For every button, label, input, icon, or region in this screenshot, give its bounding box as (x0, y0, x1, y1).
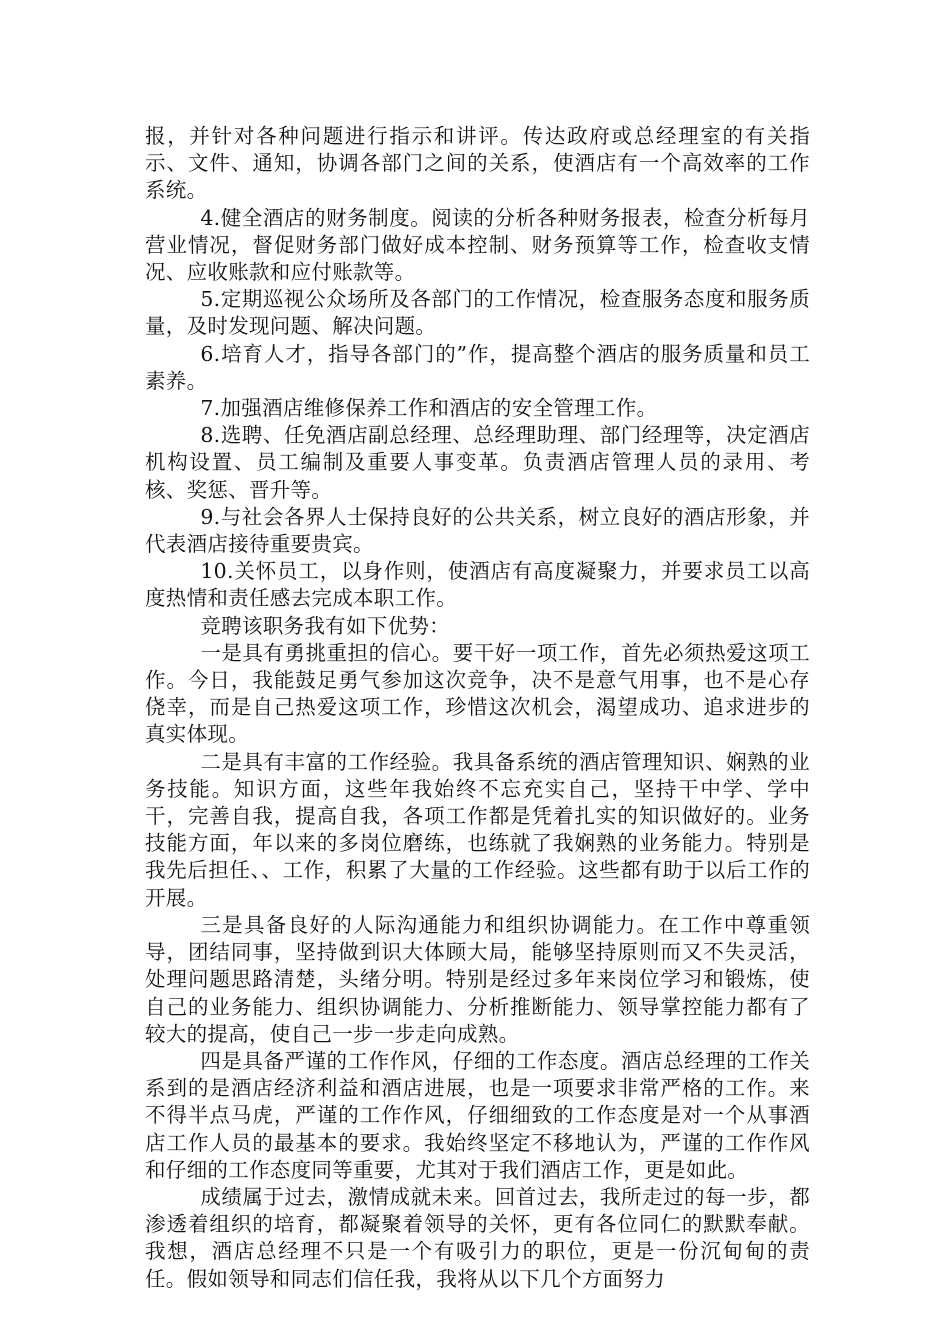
document-body (145, 123, 810, 1293)
paragraph-advantage-4: 四是具备严谨的工作作风，仔细的工作态度。酒店总经理的工作关系到的是酒店经济利益和酒店进展，也是一项要求非常严格的工作。来不得半点马虎，严谨的工作作风，仔细细致的工作态度是对一个从事酒店工作人员的最基本的要求。我始终坚定不移地认为，严谨的工作作风和仔细的工作态度同等重要，尤其对于我们酒店工作，更是如此。 (145, 1048, 810, 1182)
paragraph-item-9: 9.与社会各界人士保持良好的公共关系，树立良好的酒店形象，并代表酒店接待重要贵宾。 (145, 504, 810, 557)
paragraph-item-10: 10.关怀员工，以身作则，使酒店有高度凝聚力，并要求员工以高度热情和责任感去完成本职工作。 (145, 559, 810, 611)
paragraph-item-6: 6.培育人才，指导各部门的”作，提高整个酒店的服务质量和员工素养。 (145, 341, 810, 393)
paragraph-continuation: 报，并针对各种问题进行指示和讲评。传达政府或总经理室的有关指示、文件、通知，协调各部门之间的关系，使酒店有一个高效率的工作系统。 (145, 124, 810, 203)
paragraph-advantage-1: 一是具有勇挑重担的信心。要干好一项工作，首先必须热爱这项工作。今日，我能鼓足勇气参加这次竞争，决不是意气用事，也不是心存侥幸，而是自己热爱这项工作，珍惜这次机会，渴望成功、追求进步的真实体现。 (145, 640, 810, 747)
paragraph-item-5: 5.定期巡视公众场所及各部门的工作情况，检查服务态度和服务质量，及时发现问题、解决问题。 (145, 287, 810, 339)
paragraph-item-8: 8.选聘、任免酒店副总经理、总经理助理、部门经理等，决定酒店机构设置、员工编制及重要人事变革。负责酒店管理人员的录用、考核、奖惩、晋升等。 (145, 423, 810, 502)
paragraph-advantage-2: 二是具有丰富的工作经验。我具备系统的酒店管理知识、娴熟的业务技能。知识方面，这些年我始终不忘充实自己，坚持干中学、学中干，完善自我，提高自我，各项工作都是凭着扎实的知识做好的。业务技能方面，年以来的多岗位磨练，也练就了我娴熟的业务能力。特别是我先后担任、、工作，积累了大量的工作经验。这些都有助于以后工作的开展。 (145, 749, 810, 910)
paragraph-item-4: 4.健全酒店的财务制度。阅读的分析各种财务报表，检查分析每月营业情况，督促财务部门做好成本控制、财务预算等工作，检查收支情况、应收账款和应付账款等。 (145, 205, 810, 285)
paragraph-item-7: 7.加强酒店维修保养工作和酒店的安全管理工作。 (200, 396, 658, 421)
paragraph-closing: 成绩属于过去，激情成就未来。回首过去，我所走过的每一步，都渗透着组织的培育，都凝聚着领导的关怀，更有各位同仁的默默奉献。我想，酒店总经理不只是一个有吸引力的职位，更是一份沉甸甸的责任。假如领导和同志们信任我，我将从以下几个方面努力 (145, 1184, 810, 1291)
paragraph-advantage-3: 三是具备良好的人际沟通能力和组织协调能力。在工作中尊重领导，团结同事，坚持做到识大体顾大局，能够坚持原则而又不失灵活，处理问题思路清楚，头绪分明。特别是经过多年来岗位学习和锻炼，使自己的业务能力、组织协调能力、分析推断能力、领导掌控能力都有了较大的提高，使自己一步一步走向成熟。 (145, 912, 810, 1046)
paragraph-advantages-intro: 竞聘该职务我有如下优势： (200, 613, 450, 638)
